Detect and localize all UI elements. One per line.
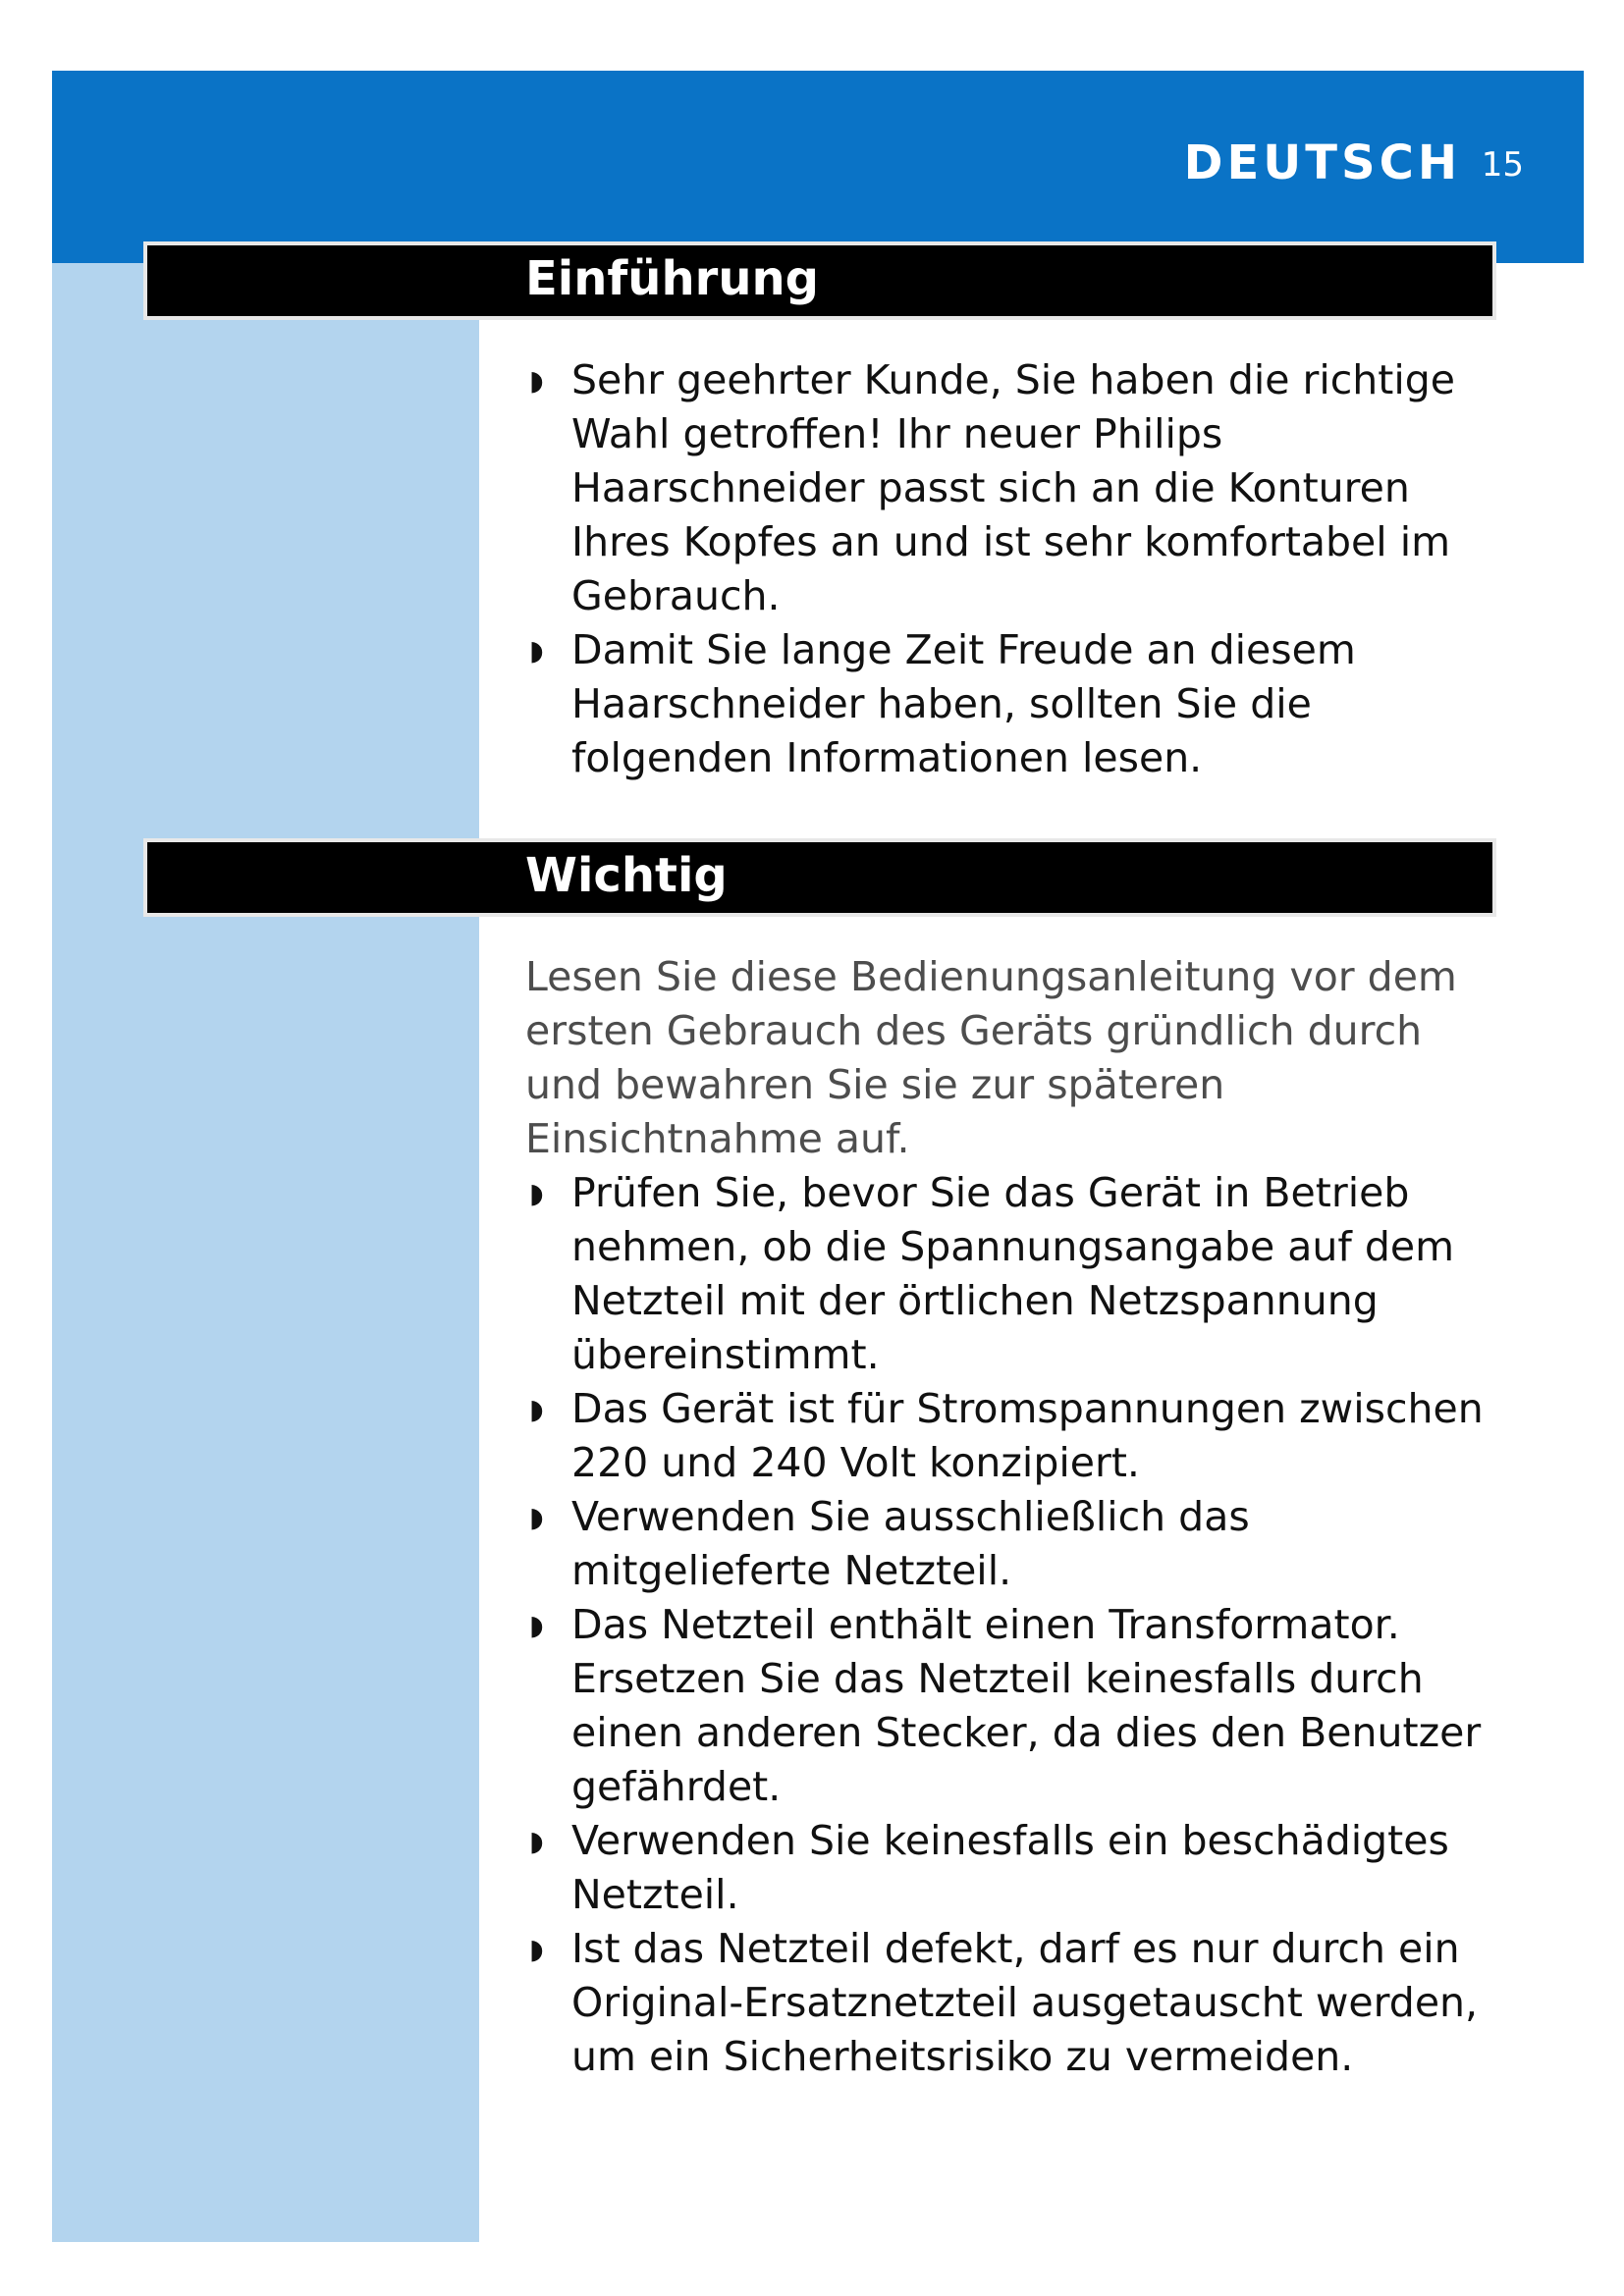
list-item: ◗ Verwenden Sie keinesfalls ein beschädigtes Netzteil.: [525, 1814, 1507, 1922]
list-item: ◗ Das Gerät ist für Stromspannungen zwischen 220 und 240 Volt konzipiert.: [525, 1382, 1507, 1490]
list-item: ◗ Das Netzteil enthält einen Transformator. Ersetzen Sie das Netzteil keinesfalls durch einen anderen Stecker, da dies den Benutzer gefährdet.: [525, 1598, 1507, 1814]
list-item: ◗ Sehr geehrter Kunde, Sie haben die richtige Wahl getroffen! Ihr neuer Philips Haarschneider passt sich an die Konturen Ihres Kopfes an und ist sehr komfortabel im Gebrauch.: [525, 353, 1507, 623]
list-item: ◗ Ist das Netzteil defekt, darf es nur durch ein Original-Ersatznetzteil ausgetauscht werden, um ein Sicherheitsrisiko zu vermeiden.: [525, 1922, 1507, 2084]
list-item: ◗ Damit Sie lange Zeit Freude an diesem Haarschneider haben, sollten Sie die folgenden Informationen lesen.: [525, 623, 1507, 785]
bullet-arrow-icon: ◗: [529, 1825, 544, 1857]
bullet-arrow-icon: ◗: [529, 1501, 544, 1533]
list-item: ◗ Verwenden Sie ausschließlich das mitgelieferte Netzteil.: [525, 1490, 1507, 1598]
section-title: Wichtig: [525, 848, 728, 903]
section-header-einfuehrung: [147, 245, 1492, 316]
bullet-arrow-icon: ◗: [529, 364, 544, 397]
section-title: Einführung: [525, 251, 820, 306]
einfuehrung-bullet-list: [525, 353, 1507, 785]
language-label: DEUTSCH: [1183, 135, 1461, 190]
left-sidebar-panel: [52, 71, 479, 2242]
bullet-arrow-icon: ◗: [529, 1933, 544, 1965]
bullet-arrow-icon: ◗: [529, 634, 544, 667]
bullet-arrow-icon: ◗: [529, 1393, 544, 1425]
wichtig-bullet-list: [525, 1166, 1507, 2084]
wichtig-intro-text: Lesen Sie diese Bedienungsanleitung vor dem ersten Gebrauch des Geräts gründlich durch und bewahren Sie sie zur späteren Einsichtnahme auf.: [525, 953, 1457, 1162]
bullet-arrow-icon: ◗: [529, 1609, 544, 1641]
page-number: 15: [1481, 145, 1524, 185]
list-item: ◗ Prüfen Sie, bevor Sie das Gerät in Betrieb nehmen, ob die Spannungsangabe auf dem Netzteil mit der örtlichen Netzspannung übereinstimmt.: [525, 1166, 1507, 1382]
bullet-arrow-icon: ◗: [529, 1177, 544, 1209]
section-header-wichtig: [147, 842, 1492, 913]
